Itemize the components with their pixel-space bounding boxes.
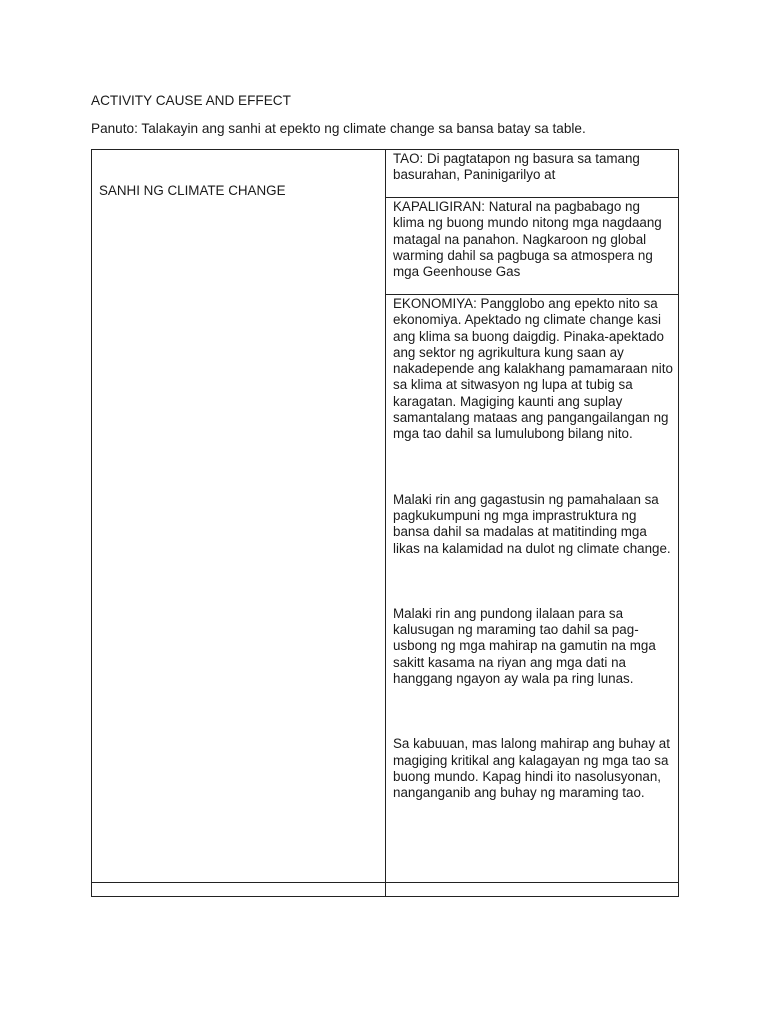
- effect-cell-ekonomiya: [386, 295, 679, 883]
- effect-paragraph: EKONOMIYA: Pangglobo ang epekto nito sa ekonomiya. Apektado ng climate change kasi ang klima sa buong daigdig. Pinaka-apektado ang sektor ng agrikultura kung saan ay nakadepende ang kalakhang pamamaraan nito sa klima at sitwasyon ng lupa at tubig sa karagatan. Magiging kaunti ang suplay samantalang mataas ang pangangailangan ng mga tao dahil sa lumulubong bilang nito.: [393, 296, 673, 442]
- cause-cell: [92, 150, 386, 883]
- cause-effect-table: [91, 149, 679, 897]
- table-row: [92, 150, 679, 198]
- effect-paragraph: Malaki rin ang gagastusin ng pamahalaan sa pagkukumpuni ng mga imprastruktura ng bansa dahil sa madalas at matitinding mga likas na kalamidad na dulot ng climate change.: [393, 491, 671, 556]
- cause-label: SANHI NG CLIMATE CHANGE: [99, 183, 286, 198]
- table-row: [92, 883, 679, 897]
- effect-paragraph: Sa kabuuan, mas lalong mahirap ang buhay at magiging kritikal ang kalagayan ng mga tao sa buong mundo. Kapag hindi ito nasolusyonan, nanganganib ang buhay ng maraming tao.: [393, 736, 670, 801]
- instruction-text: Panuto: Talakayin ang sanhi at epekto ng climate change sa bansa batay sa table.: [91, 121, 586, 136]
- effect-paragraphs: [386, 295, 678, 802]
- effect-text: TAO: Di pagtatapon ng basura sa tamang basurahan, Paninigarilyo at: [393, 151, 640, 183]
- empty-cell: [92, 883, 386, 897]
- document-title: ACTIVITY CAUSE AND EFFECT: [91, 93, 291, 108]
- effect-paragraph: Malaki rin ang pundong ilalaan para sa kalusugan ng maraming tao dahil sa pag-usbong ng mga mahirap na gamutin na mga sakitt kasama na riyan ang mga dati na hanggang ngayon ay wala pa ring lunas.: [393, 605, 656, 687]
- effect-cell-kapaligiran: [386, 198, 679, 295]
- effect-text: KAPALIGIRAN: Natural na pagbabago ng klima ng buong mundo nitong mga nagdaang matagal na panahon. Nagkaroon ng global warming dahil sa pagbuga sa atmospera ng mga Geenhouse Gas: [393, 199, 662, 280]
- effect-cell-tao: [386, 150, 679, 198]
- empty-cell: [386, 883, 679, 897]
